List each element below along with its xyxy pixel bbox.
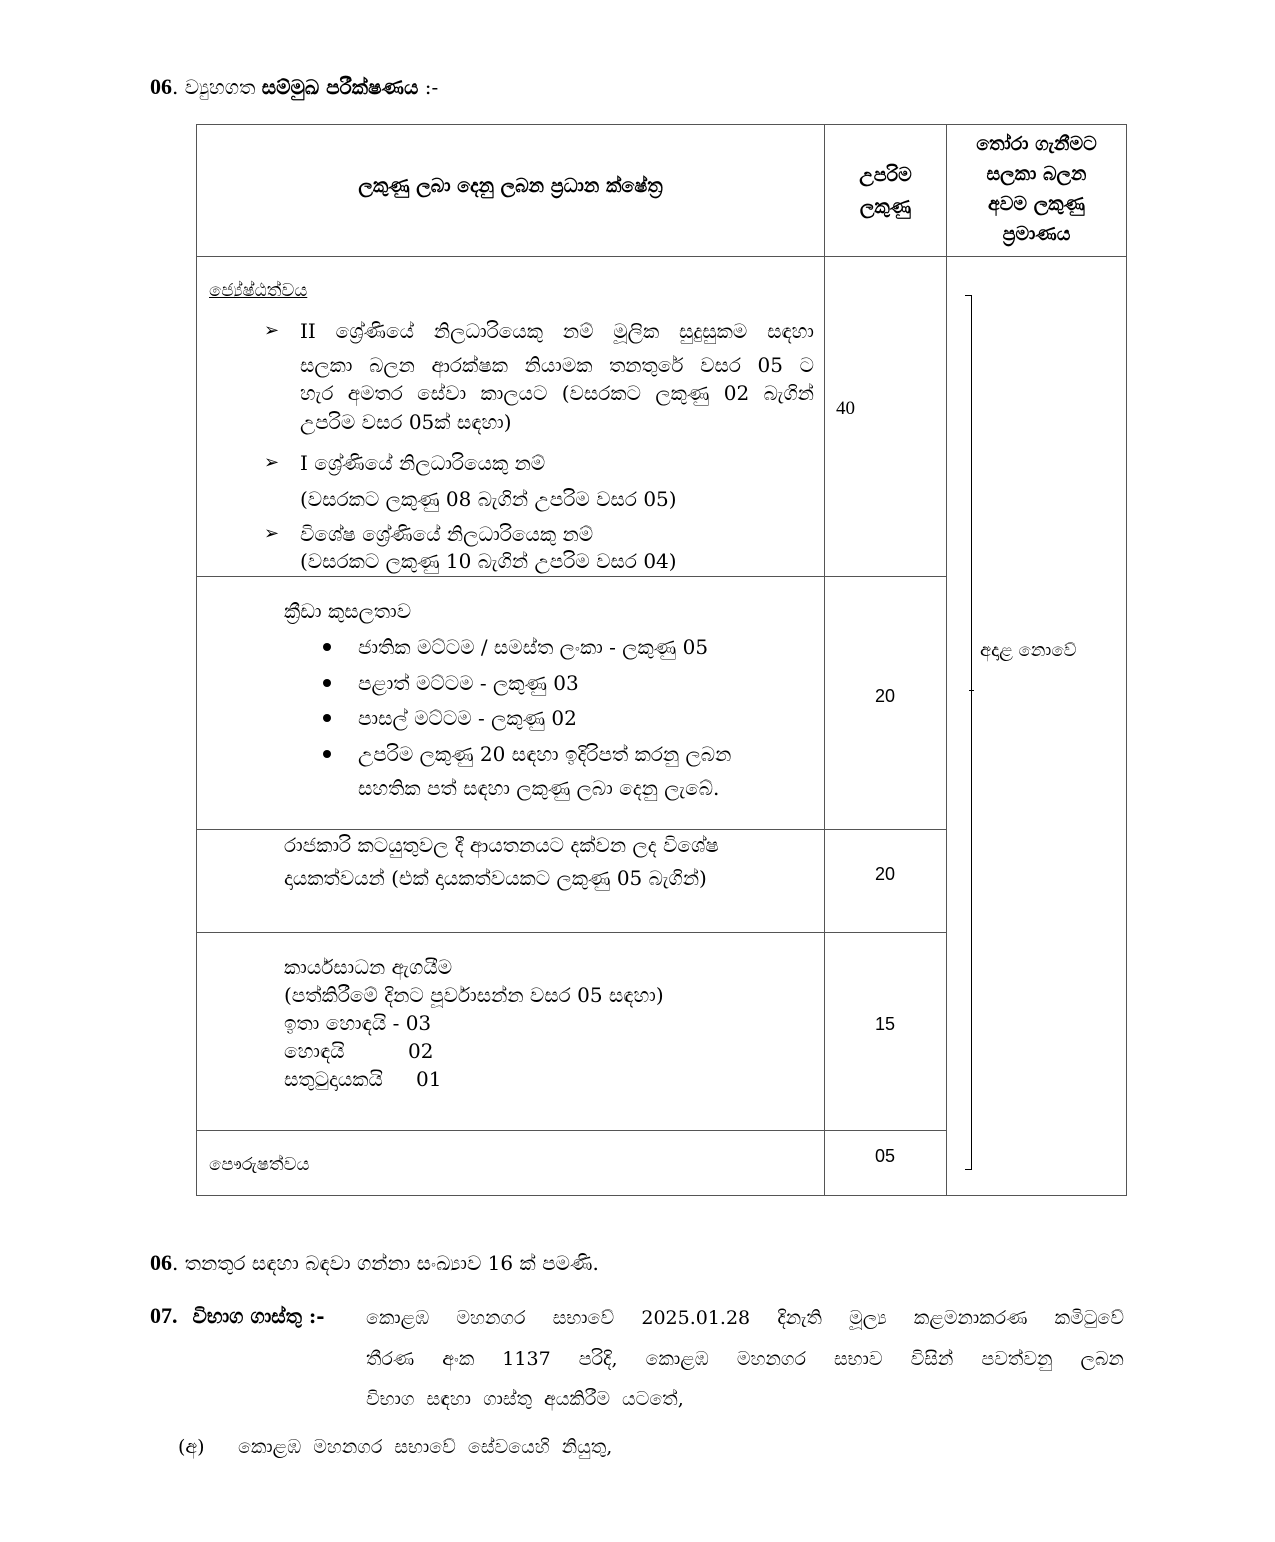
header-min-line3: අවම ලකුණු [988,193,1085,215]
header-col-fields: ලකුණු ලබා දෙනු ලබන ප්‍රධාන ක්ෂේත්‍ර [197,125,825,257]
item1-line4: උපරිම වසර 05ක් සඳහා) [300,410,512,434]
perf-line4-label: හොඳයි [284,1039,345,1063]
para-07-label: විභාග ගාස්තු :- [192,1304,325,1328]
not-applicable-label: අදාළ නොවේ [980,640,1077,661]
header-min-line4: ප්‍රමාණය [1002,223,1071,245]
bullet-dot-icon [323,643,331,651]
seniority-title: ජ්‍යේෂ්ඨත්වය [209,280,308,301]
header-max-line1: උපරිම [859,164,912,186]
section-number: 06 [150,74,172,99]
bullet-dot-icon [323,679,331,687]
perf-line5-value: 01 [416,1067,442,1091]
header-min-line1: තෝරා ගැනීමට [976,133,1097,155]
sports-marks: 20 [875,686,896,706]
para-07-number: 07. [150,1303,178,1328]
para-a-text: කොළඹ මහනගර සභාවේ සේවයෙහි නියුතු, [238,1436,613,1458]
header-min-line2: සලකා බලන [986,163,1087,185]
heading-bold: සම්මුඛ පරීක්ෂණය [261,75,419,99]
perf-line3: ඉතා හොඳයි - 03 [284,1011,432,1035]
bullet-dot-icon [323,714,331,722]
para-06-number: 06 [150,1250,172,1275]
para-07-line2: තීරණ අංක 1137 පරිදි, කොළඹ මහනගර සභාව විසින් පවත්වනු ලබන [366,1348,1124,1370]
item2-line1: I ශ්‍රේණියේ නිලධාරියෙකු නම් [300,451,546,475]
perf-marks: 15 [875,1014,896,1034]
sports-title: ක්‍රීඩා කුසලතාව [284,599,412,623]
contrib-line1: රාජකාරි කටයුතුවල දී ආයතනයට දක්වන ලද විශේෂ [284,833,719,857]
item3-line2: (වසරකට ලකුණු 10 බැගින් උපරිම වසර 04) [300,549,677,573]
personality-title: පෞරුෂත්වය [209,1154,310,1175]
para-07-line1: කොළඹ මහනගර සභාවේ 2025.01.28 දිනැති මූල්‍ය කළමනාකරණ කමිටුවේ [366,1307,1124,1329]
item1-line2: සලකා බලන ආරක්ෂක නියාමක තනතුරේ වසර 05 ට [300,353,814,377]
para-a-label: (අ) [178,1436,205,1458]
perf-line4-value: 02 [408,1039,434,1063]
header-col-max-marks [825,125,947,257]
brace-tick [969,690,974,691]
para-07-line3: විභාග සඳහා ගාස්තු අයකිරීම යටතේ, [366,1388,684,1410]
item2-line2: (වසරකට ලකුණු 08 බැගින් උපරිම වසර 05) [300,487,677,511]
heading-prefix: . ව්‍යුහගත [172,75,262,99]
perf-line1: කාර්යසාධන ඇගයීම [284,955,453,979]
arrow-bullet-icon: ➢ [264,523,280,544]
min-marks-cell [947,257,1127,1196]
perf-line2: (පත්කිරීමේ දිනට පූර්වාසන්න වසර 05 සඳහා) [284,983,664,1007]
section-heading [150,74,438,100]
seniority-marks: 40 [836,398,855,419]
item3-line1: විශේෂ ශ්‍රේණියේ නිලධාරියෙකු නම් [300,522,594,546]
sports-b4-line2: සහතික පත් සඳහා ලකුණු ලබා දෙනු ලැබේ. [358,776,720,800]
item1-line3: හැර අමතර සේවා කාලයට (වසරකට ලකුණු 02 බැගින් [300,381,814,405]
sports-b1: ජාතික මට්ටම / සමස්ත ලංකා - ලකුණු 05 [358,635,709,659]
contrib-marks: 20 [875,864,896,884]
right-brace [965,295,972,1170]
personality-marks: 05 [875,1146,896,1166]
sports-b4-line1: උපරිම ලකුණු 20 සඳහා ඉදිරිපත් කරනු ලබන [358,742,732,766]
para-06-text: . තනතුර සඳහා බඳවා ගන්නා සංඛ්‍යාව 16 ක් පමණි. [172,1251,599,1275]
perf-line5-label: සතුටුදායකයි [284,1067,383,1091]
para-07-header [150,1303,325,1329]
heading-suffix: :- [418,75,439,99]
header-max-line2: ලකුණු [859,196,912,218]
arrow-bullet-icon: ➢ [264,320,280,341]
contrib-line2: දායකත්වයන් (එක් දායකත්වයකට ලකුණු 05 බැගින්) [284,866,707,890]
item1-line1: II ශ්‍රේණියේ නිලධාරියෙකු නම් මූලික සුදුසුකම සඳහා [300,319,814,343]
para-06 [150,1250,599,1276]
sports-b3: පාසල් මට්ටම - ලකුණු 02 [358,706,577,730]
sports-b2: පළාත් මට්ටම - ලකුණු 03 [358,671,579,695]
header-col-min-marks [947,125,1127,257]
bullet-dot-icon [323,750,331,758]
arrow-bullet-icon: ➢ [264,452,280,473]
table-header-row [197,125,1127,257]
